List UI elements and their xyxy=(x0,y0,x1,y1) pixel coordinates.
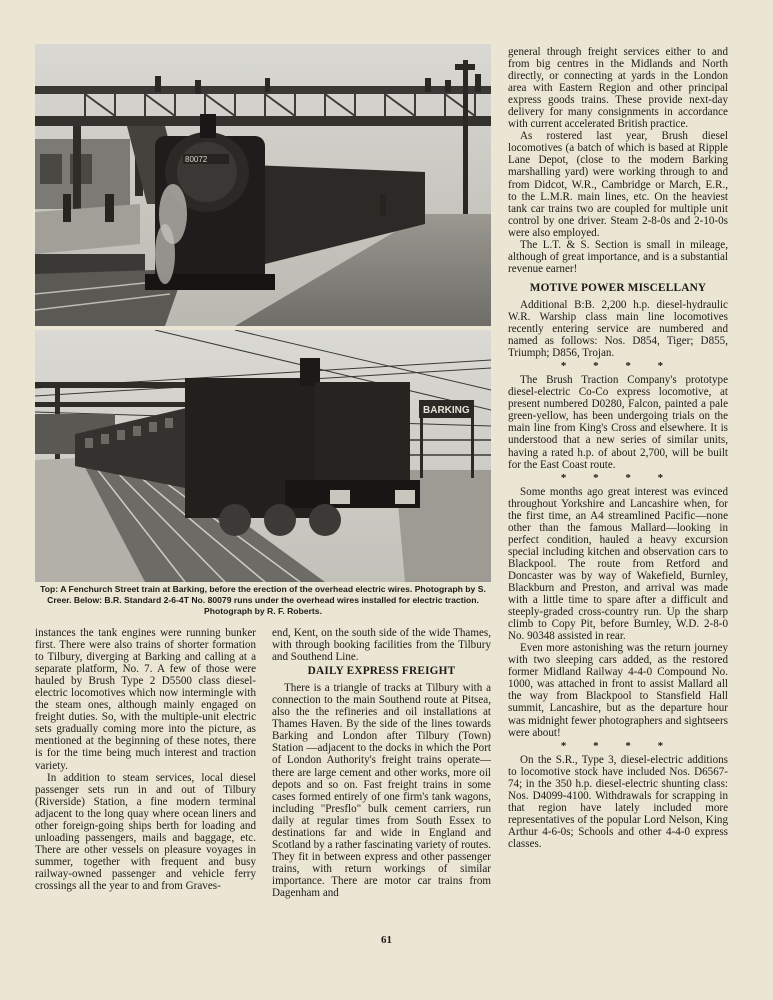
article-paragraph: instances the tank engines were running bunker first. There were also trains of shorter formation to Tilbury, diverging at Barking and calling at a separate platform, No. 7. A few of those were hauled by Brush Type 2 D5500 class diesel-electric locomotives which now intermingle with the steam ones, although mainly engaged on freight duties. So, with the multiple-unit electric sets gradually coming more into the picture, as mentioned at the beginning of these notes, there is for the time being much interest and traction variety. xyxy=(35,627,256,772)
photo-standard-tank-under-wires xyxy=(35,330,491,582)
photo-top-illustration xyxy=(35,44,491,326)
article-paragraph: end, Kent, on the south side of the wide Thames, with through booking facilities from the Tilbury and Southend Line. xyxy=(272,627,491,664)
section-separator: * * * * xyxy=(560,739,676,752)
section-separator: * * * * xyxy=(560,360,676,373)
article-paragraph: Even more astonishing was the return journey with two sleeping cars added, as the restored former Midland Railway 4-4-0 Compound No. 1000, was attached in front to assist Mallard all the way from Blackpool to Stansfield Hall summit, Lancashire, but as the departure hour was midnight fewer photographers and sightseers were about! xyxy=(508,642,728,739)
article-paragraph: Some months ago great interest was evinced throughout Yorkshire and Lancashire when, for the first time, an A4 streamlined Pacific—none other than the famous Mallard—looking in perfect condition, hauled a heavy excursion special including kitchen and observation cars to Blackpool. The route from Retford and Doncaster was by way of Wakefield, Burnley, Blackburn and Preston, and arrival was made with a little time to spare after a difficult and steeply-graded cross-country run. Up the sharp climb to Copy Pit, before Burnley, W.D. 2-8-0 No. 90348 assisted in rear. xyxy=(508,485,728,643)
article-paragraph: There is a triangle of tracks at Tilbury with a connection to the main Southend route at Pitsea, also the the refineries and oil installations at Thames Haven. By the side of the lines towards Barking and London after Tilbury (Town) Station —adjacent to the docks in which the Port of London Authority's freight trains operate—there are large cement and other works, more oil depots and so on. Fast freight trains in some cases formed entirely of one firm's tank wagons, including "Presflo" bulk cement carriers, run daily at regular times from South Essex to destinations far and wide in England and Scotland by a rather fascinating variety of routes. They fit in between express and other passenger trains, with return workings of similar importance. There are motor car trains from Dagenham and xyxy=(272,682,491,899)
article-paragraph: The L.T. & S. Section is small in mileage, although of great importance, and is a substantial revenue earner! xyxy=(508,238,728,275)
article-paragraph: In addition to steam services, local diesel passenger sets run in and out of Tilbury (Riverside) Station, a fine modern terminal adjacent to the long quay where ocean liners and other foreign-going ships berth for loading and unloading passengers, mails and baggage, etc. There are other vessels on pleasure voyages in summer, together with frequent and busy railway-owned passenger and vehicle ferry crossings all the year to and from Graves- xyxy=(35,771,256,892)
section-heading-daily-express-freight: DAILY EXPRESS FREIGHT xyxy=(307,665,456,678)
barking-station-sign: BARKING xyxy=(423,405,470,416)
article-paragraph: The Brush Traction Company's prototype diesel-electric Co-Co express locomotive, at present numbered D0280, Falcon, painted a pale green-yellow, has been undergoing trials on the main line from King's Cross and elsewhere. It is understood that a new series of similar units, having a rated h.p. of about 2,700, will be built for the East Coast route. xyxy=(508,374,728,471)
photo-bottom-illustration xyxy=(35,330,491,582)
page-number: 61 xyxy=(381,934,392,946)
right-text-column xyxy=(508,46,728,926)
article-paragraph: Additional B:B. 2,200 h.p. diesel-hydraulic W.R. Warship class main line locomotives recently entering service are numbered and named as follows: Nos. D854, Tiger; D855, Triumph; D856, Trojan. xyxy=(508,298,728,360)
middle-text-column xyxy=(272,627,491,923)
photo-barking-station-before-electrification xyxy=(35,44,491,326)
section-heading-motive-power-miscellany: MOTIVE POWER MISCELLANY xyxy=(529,281,707,294)
section-separator: * * * * xyxy=(560,471,676,484)
photo-caption: Top: A Fenchurch Street train at Barking, before the erection of the overhead electric wires. Photograph by S. Creer. Below: B.R. Standard 2-6-4T No. 80079 runs under the overhead wires installed for electric traction. Photograph by R. F. Roberts. xyxy=(40,584,486,616)
left-text-column xyxy=(35,627,256,923)
article-paragraph: On the S.R., Type 3, diesel-electric additions to locomotive stock have included Nos. D6567-74; in the 350 h.p. diesel-electric shunting class: Nos. D4099-4100. Withdrawals for scrapping in that region have lately included more representatives of the popular Lord Nelson, King Arthur 4-6-0s; Schools and other 4-4-0 express classes. xyxy=(508,753,728,850)
locomotive-number-plate-top: 80072 xyxy=(185,155,208,164)
article-paragraph: general through freight services either to and from big centres in the Midlands and North directly, or connecting at yards in the London area with Eastern Region and other principal express goods trains. These provide next-day delivery for many consignments in accordance with current accelerated British practice. xyxy=(508,46,728,131)
article-paragraph: As rostered last year, Brush diesel locomotives (a batch of which is based at Ripple Lane Depot, (close to the modern Barking marshalling yard) were working through to and from Didcot, W.R., Cambridge or March, E.R., to the L.M.R. main lines, etc. On the heaviest tank car trains two are coupled for multiple unit control by one driver. Steam 2-8-0s and 2-10-0s were also employed. xyxy=(508,130,728,239)
